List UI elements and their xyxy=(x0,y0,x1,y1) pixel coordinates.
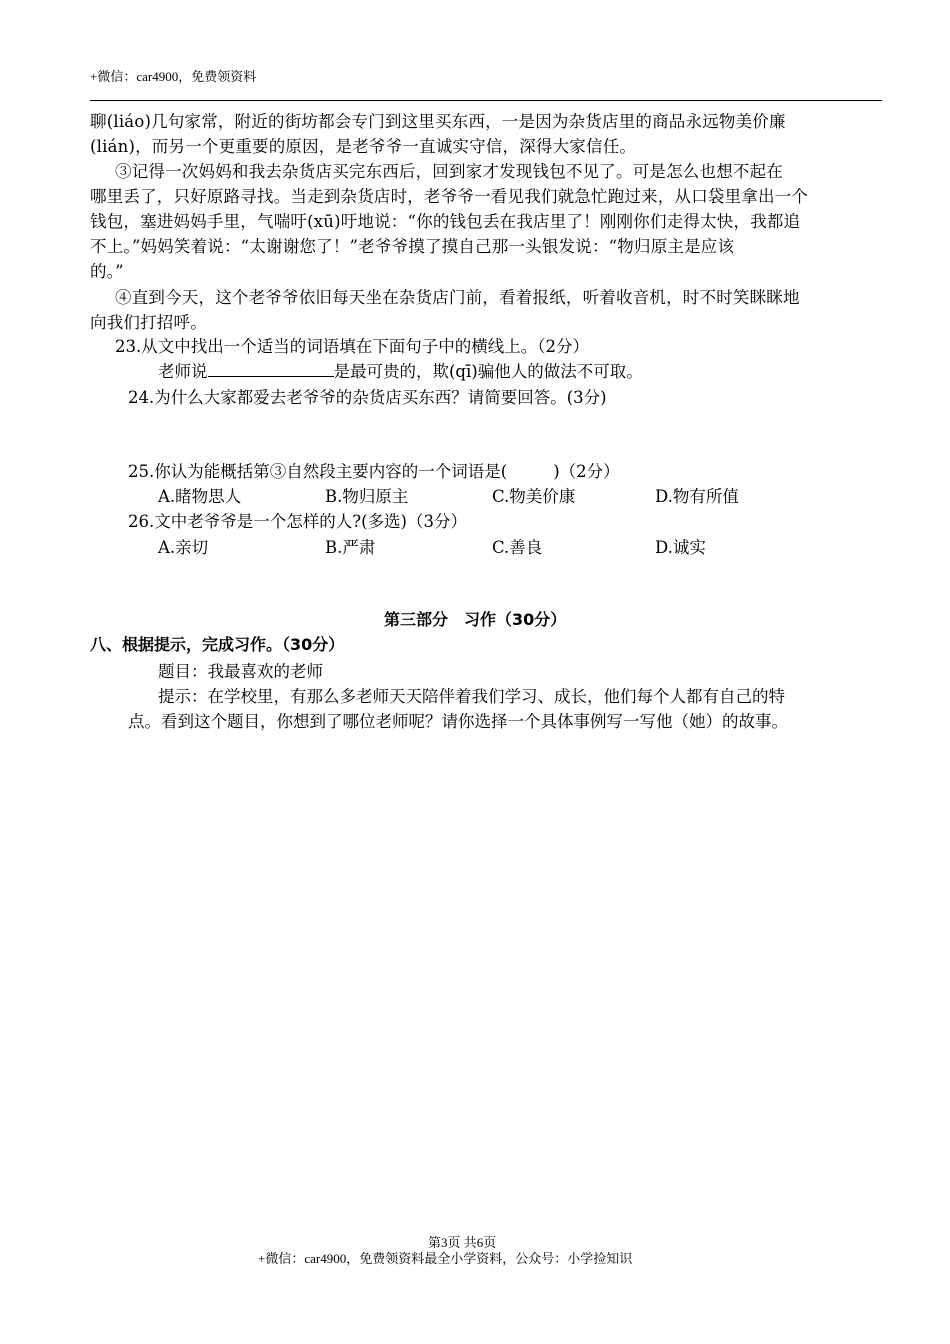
sentence-after: 是最可贵的，欺(qī)骗他人的做法不可取。 xyxy=(333,362,643,381)
option-b[interactable]: B.物归原主 xyxy=(325,487,409,506)
passage-line: 的。” xyxy=(90,262,124,281)
passage-line: 不上。”妈妈笑着说：“太谢谢您了！”老爷爷摸了摸自己那一头银发说：“物归原主是应该 xyxy=(90,237,735,256)
stem-part: )（2分） xyxy=(553,462,620,481)
passage-line: (lián)，而另一个更重要的原因，是老爷爷一直诚实守信，深得大家信任。 xyxy=(90,137,637,156)
header-divider xyxy=(90,100,882,101)
passage-line: ④直到今天，这个老爷爷依旧每天坐在杂货店门前，看着报纸，听着收音机，时不时笑眯眯地 xyxy=(115,288,800,307)
question-26-stem: 26.文中老爷爷是一个怎样的人?(多选)（3分） xyxy=(128,512,467,531)
passage-line: 聊(liáo)几句家常，附近的街坊都会专门到这里买东西，一是因为杂货店里的商品永远物美价廉 xyxy=(90,112,786,131)
passage-line: 钱包，塞进妈妈手里，气喘吁(xū)吁地说：“你的钱包丢在我店里了！刚刚你们走得太快，我都追 xyxy=(90,212,801,231)
sentence-before: 老师说 xyxy=(158,362,208,381)
option-a[interactable]: A.睹物思人 xyxy=(158,487,242,506)
option-c[interactable]: C.物美价康 xyxy=(492,487,576,506)
question-24-stem: 24.为什么大家都爱去老爷爷的杂货店买东西？请简要回答。(3分) xyxy=(128,388,607,407)
question-25-stem xyxy=(128,458,620,482)
option-b[interactable]: B.严肃 xyxy=(325,538,376,557)
essay-hint: 提示：在学校里，有那么多老师天天陪伴着我们学习、成长，他们每个人都有自己的特 xyxy=(158,687,785,706)
section-heading: 八、根据提示，完成习作。（30分） xyxy=(90,635,345,654)
header-note: +微信：car4900，免费领资料 xyxy=(90,69,257,84)
option-d[interactable]: D.诚实 xyxy=(655,538,706,557)
question-23-sentence xyxy=(158,358,643,382)
passage-line: 向我们打招呼。 xyxy=(90,313,207,332)
page-number: 第3页 共6页 xyxy=(428,1235,497,1250)
passage-line: ③记得一次妈妈和我去杂货店买完东西后，回到家才发现钱包不见了。可是怎么也想不起在 xyxy=(115,162,783,181)
part3-title: 第三部分 习作（30分） xyxy=(384,610,567,629)
passage-line: 哪里丢了，只好原路寻找。当走到杂货店时，老爷爷一看见我们就急忙跑过来，从口袋里拿出一个 xyxy=(90,187,809,206)
footer-promo: +微信：car4900，免费领资料最全小学资料，公众号：小学捡知识 xyxy=(258,1251,633,1266)
answer-blank[interactable] xyxy=(208,362,334,377)
option-d[interactable]: D.物有所值 xyxy=(655,487,739,506)
question-23-stem: 23.从文中找出一个适当的词语填在下面句子中的横线上。（2分） xyxy=(115,337,589,356)
stem-part: 25.你认为能概括第③自然段主要内容的一个词语是( xyxy=(128,462,508,481)
option-a[interactable]: A.亲切 xyxy=(158,538,209,557)
essay-hint: 点。看到这个题目，你想到了哪位老师呢？请你选择一个具体事例写一写他（她）的故事。 xyxy=(128,712,788,731)
option-c[interactable]: C.善良 xyxy=(492,538,543,557)
essay-topic: 题目：我最喜欢的老师 xyxy=(158,662,323,681)
